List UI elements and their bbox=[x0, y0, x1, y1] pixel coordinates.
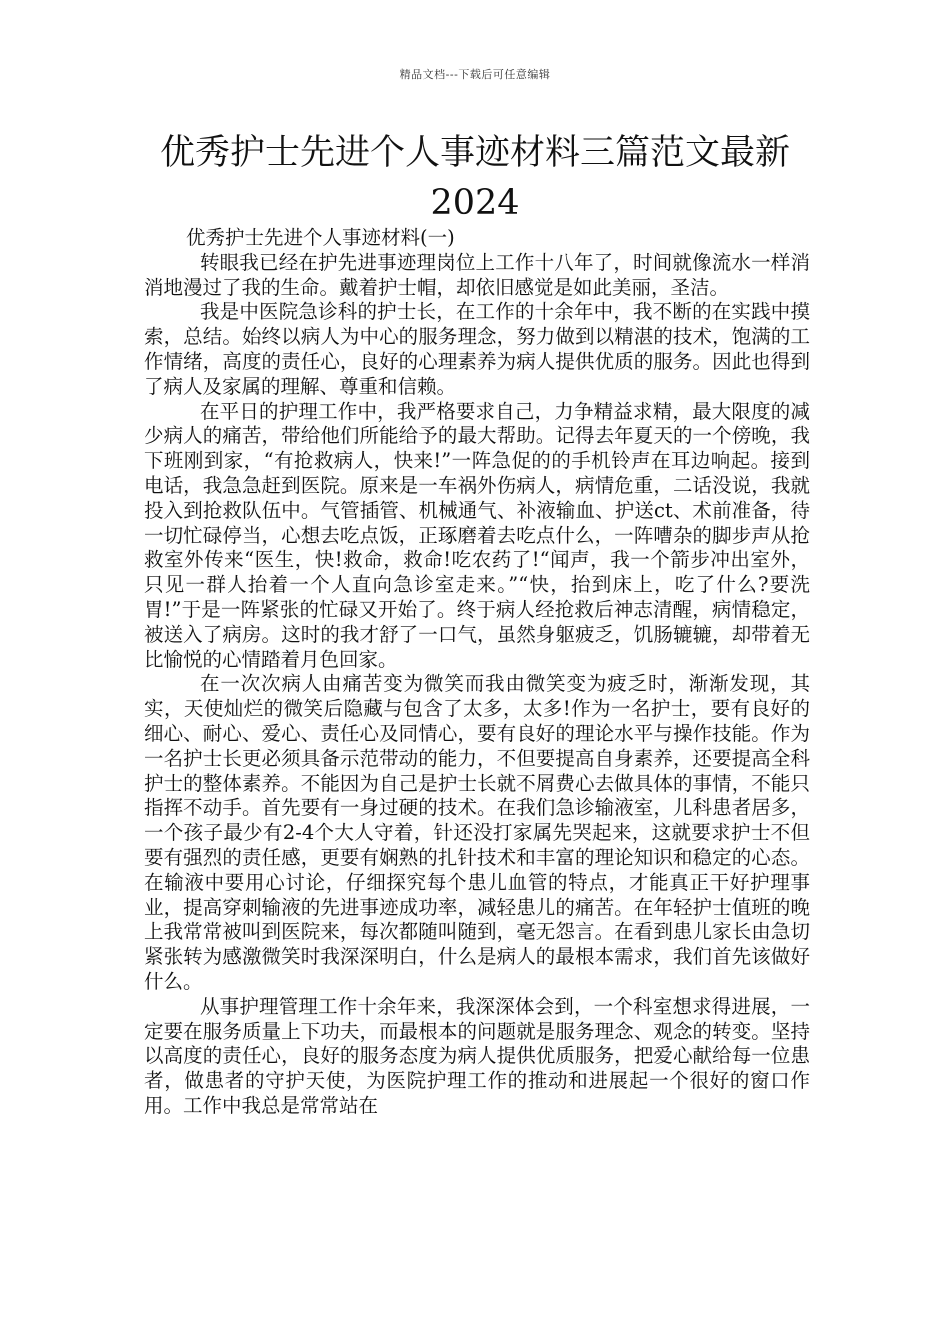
document-body bbox=[144, 226, 810, 1119]
section-heading: 优秀护士先进个人事迹材料(一) bbox=[186, 226, 455, 249]
paragraph-3: 在平日的护理工作中，我严格要求自己，力争精益求精，最大限度的减少病人的痛苦，带给他们所能给予的最大帮助。记得去年夏天的一个傍晚，我下班刚到家，“有抢救病人，快来!”一阵急促的的手机铃声在耳边响起。接到电话，我急急赶到医院。原来是一车祸外伤病人，病情危重，二话没说，我就投入到抢救队伍中。气管插管、机械通气、补液输血、护送ct、术前准备，待一切忙碌停当，心想去吃点饭，正琢磨着去吃点什么，一阵嘈杂的脚步声从抢救室外传来“医生，快!救命，救命!吃农药了!“闻声，我一个箭步冲出室外，只见一群人抬着一个人直向急诊室走来。”“快，抬到床上，吃了什么?要洗胃!”于是一阵紧张的忙碌又开始了。终于病人经抢救后神志清醒，病情稳定，被送入了病房。这时的我才舒了一口气，虽然身躯疲乏，饥肠辘辘，却带着无比愉悦的心情踏着月色回家。 bbox=[144, 399, 810, 671]
paragraph-5: 从事护理管理工作十余年来，我深深体会到，一个科室想求得进展，一定要在服务质量上下功夫，而最根本的问题就是服务理念、观念的转变。坚持以高度的责任心，良好的服务态度为病人提供优质服务，把爱心献给每一位患者，做患者的守护天使，为医院护理工作的推动和进展起一个很好的窗口作用。工作中我总是常常站在 bbox=[144, 994, 810, 1117]
document-title: 优秀护士先进个人事迹材料三篇范文最新2024 bbox=[159, 133, 790, 223]
paragraph-2: 我是中医院急诊科的护士长，在工作的十余年中，我不断的在实践中摸索，总结。始终以病人为中心的服务理念，努力做到以精湛的技术，饱满的工作情绪，高度的责任心，良好的心理素养为病人提供优质的服务。因此也得到了病人及家属的理解、尊重和信赖。 bbox=[144, 300, 810, 398]
page-header-note: 精品文档---下载后可任意编辑 bbox=[399, 68, 551, 81]
paragraph-1: 转眼我已经在护先进事迹理岗位上工作十八年了，时间就像流水一样消消地漫过了我的生命。戴着护士帽，却依旧感觉是如此美丽，圣洁。 bbox=[144, 250, 810, 299]
paragraph-4: 在一次次病人由痛苦变为微笑而我由微笑变为疲乏时，渐渐发现，其实，天使灿烂的微笑后隐藏与包含了太多，太多!作为一名护士，要有良好的细心、耐心、爱心、责任心及同情心，要有良好的理论水平与操作技能。作为一名护士长更必须具备示范带动的能力，不但要提高自身素养，还要提高全科护士的整体素养。不能因为自己是护士长就不屑费心去做具体的事情，不能只指挥不动手。首先要有一身过硬的技术。在我们急诊输液室，儿科患者居多，一个孩子最少有2-4个大人守着，针还没打家属先哭起来，这就要求护士不但要有强烈的责任感，更要有娴熟的扎针技术和丰富的理论知识和稳定的心态。在输液中要用心讨论，仔细探究每个患儿血管的特点，才能真正干好护理事业，提高穿刺输液的先进事迹成功率，减轻患儿的痛苦。在年轻护士值班的晚上我常常被叫到医院来，每次都随叫随到，毫无怨言。在看到患儿家长由急切紧张转为感激微笑时我深深明白，什么是病人的最根本需求，我们首先该做好什么。 bbox=[144, 672, 810, 993]
